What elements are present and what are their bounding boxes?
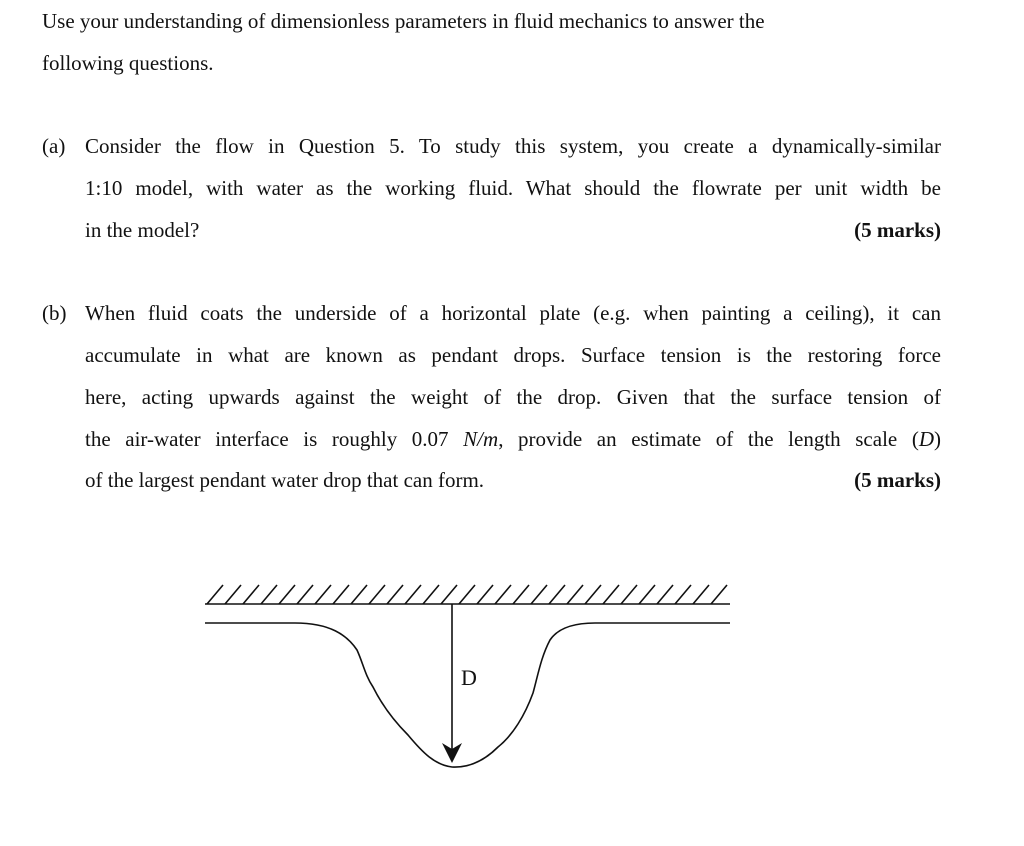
intro-line-1: Use your understanding of dimensionless parameters in fluid mechanics to answer the	[42, 9, 765, 33]
question-b-line-4-text: the air-water interface is roughly 0.07	[85, 427, 464, 451]
fluid-film-and-drop-outline	[205, 623, 730, 767]
question-b-line-4-mid: , provide an estimate of the length scale (	[498, 427, 919, 451]
question-a-marks: (5 marks)	[854, 218, 941, 242]
surface-tension-unit: N/m	[463, 427, 499, 451]
pendant-drop-diagram	[195, 575, 745, 775]
question-b-line-4	[85, 426, 941, 452]
question-a-label: (a)	[42, 134, 66, 158]
length-scale-variable: D	[918, 427, 934, 451]
dimension-label-d: D	[461, 665, 477, 690]
question-a-line-1: Consider the flow in Question 5. To study this system, you create a dynamically-similar	[85, 134, 941, 158]
intro-line-2: following questions.	[42, 51, 214, 75]
question-b-line-3: here, acting upwards against the weight of the drop. Given that the surface tension of	[85, 385, 941, 409]
question-a-line-2: 1:10 model, with water as the working fluid. What should the flowrate per unit width be	[85, 176, 941, 200]
question-b-line-4-end: )	[934, 427, 941, 451]
question-b-line-1: When fluid coats the underside of a horizontal plate (e.g. when painting a ceiling), it can	[85, 301, 941, 325]
question-a-line-3: in the model?	[85, 218, 200, 242]
question-b-label: (b)	[42, 301, 67, 325]
question-b-line-2: accumulate in what are known as pendant drops. Surface tension is the restoring force	[85, 343, 941, 367]
question-b-marks: (5 marks)	[854, 468, 941, 492]
ceiling-hatching	[205, 585, 730, 604]
question-b-line-5: of the largest pendant water drop that can form.	[85, 468, 485, 492]
